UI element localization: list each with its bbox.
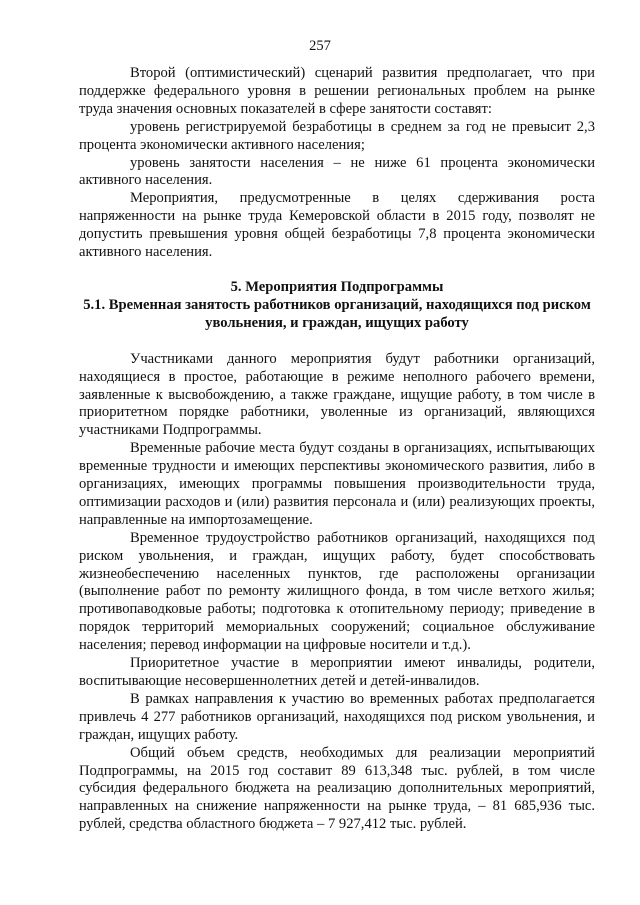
paragraph-temporary-employment: Временное трудоустройство работников организаций, находящихся под риском увольнения, и граждан, ищущих работу, будет способствовать жизнеобеспечению населенных пунктов, где расположены организации (выполнение работ по ремонту жилищного фонда, в том числе ветхого жилья; противопаводковые работы; подготовка к отопительному периоду; приведение в порядок территорий мемориальных сооружений; социальное обслуживание населения; перевод информации на цифровые носители и т.д.). <box>79 529 595 654</box>
section-title: 5. Мероприятия Подпрограммы <box>230 278 444 295</box>
paragraph-measures-effect: Мероприятия, предусмотренные в целях сдерживания роста напряженности на рынке труда Кемеровской области в 2015 году, позволят не допустить превышения уровня общей безработицы 7,8 процента экономически активного населения. <box>79 190 595 261</box>
paragraph-participants: Участниками данного мероприятия будут работники организаций, находящиеся в простое, работающие в режиме неполного рабочего времени, заявленные к высвобождению, а также граждане, ищущие работу, в том числе в приоритетном порядке работники, уволенные из организаций, являющихся участниками Подпрограммы. <box>79 350 595 439</box>
paragraph-scenario: Второй (оптимистический) сценарий развития предполагает, что при поддержке федерального уровня в решении региональных проблем на рынке труда значения основных показателей в сфере занятости составят: <box>79 65 595 117</box>
document-body <box>79 65 595 834</box>
paragraph-funding: Общий объем средств, необходимых для реализации мероприятий Подпрограммы, на 2015 год составит 89 613,348 тыс. рублей, в том числе субсидия федерального бюджета на реализацию дополнительных мероприятий, направленных на снижение напряженности на рынке труда, – 81 685,936 тыс. рублей, средства областного бюджета – 7 927,412 тыс. рублей. <box>79 744 595 833</box>
subsection-title: 5.1. Временная занятость работников организаций, находящихся под риском увольнения, и граждан, ищущих работу <box>83 296 591 331</box>
paragraph-planned-participants: В рамках направления к участию во временных работах предполагается привлечь 4 277 работников организаций, находящихся под риском увольнения, и граждан, ищущих работу. <box>79 690 595 743</box>
section-heading-block <box>79 279 595 333</box>
paragraph-employment-level: уровень занятости населения – не ниже 61 процента экономически активного населения. <box>79 154 595 189</box>
page-number: 257 <box>309 38 331 54</box>
paragraph-temporary-workplaces: Временные рабочие места будут созданы в организациях, испытывающих временные трудности и имеющих перспективы экономического развития, либо в организациях, имеющих программы повышения производительности труда, оптимизации расходов и (или) развития персонала и (или) реализующих проекты, направленные на импортозамещение. <box>79 440 595 528</box>
paragraph-priority-participation: Приоритетное участие в мероприятии имеют инвалиды, родители, воспитывающие несовершеннолетних детей и детей-инвалидов. <box>79 655 595 689</box>
paragraph-unemployment-level: уровень регистрируемой безработицы в среднем за год не превысит 2,3 процента экономически активного населения; <box>79 118 595 153</box>
